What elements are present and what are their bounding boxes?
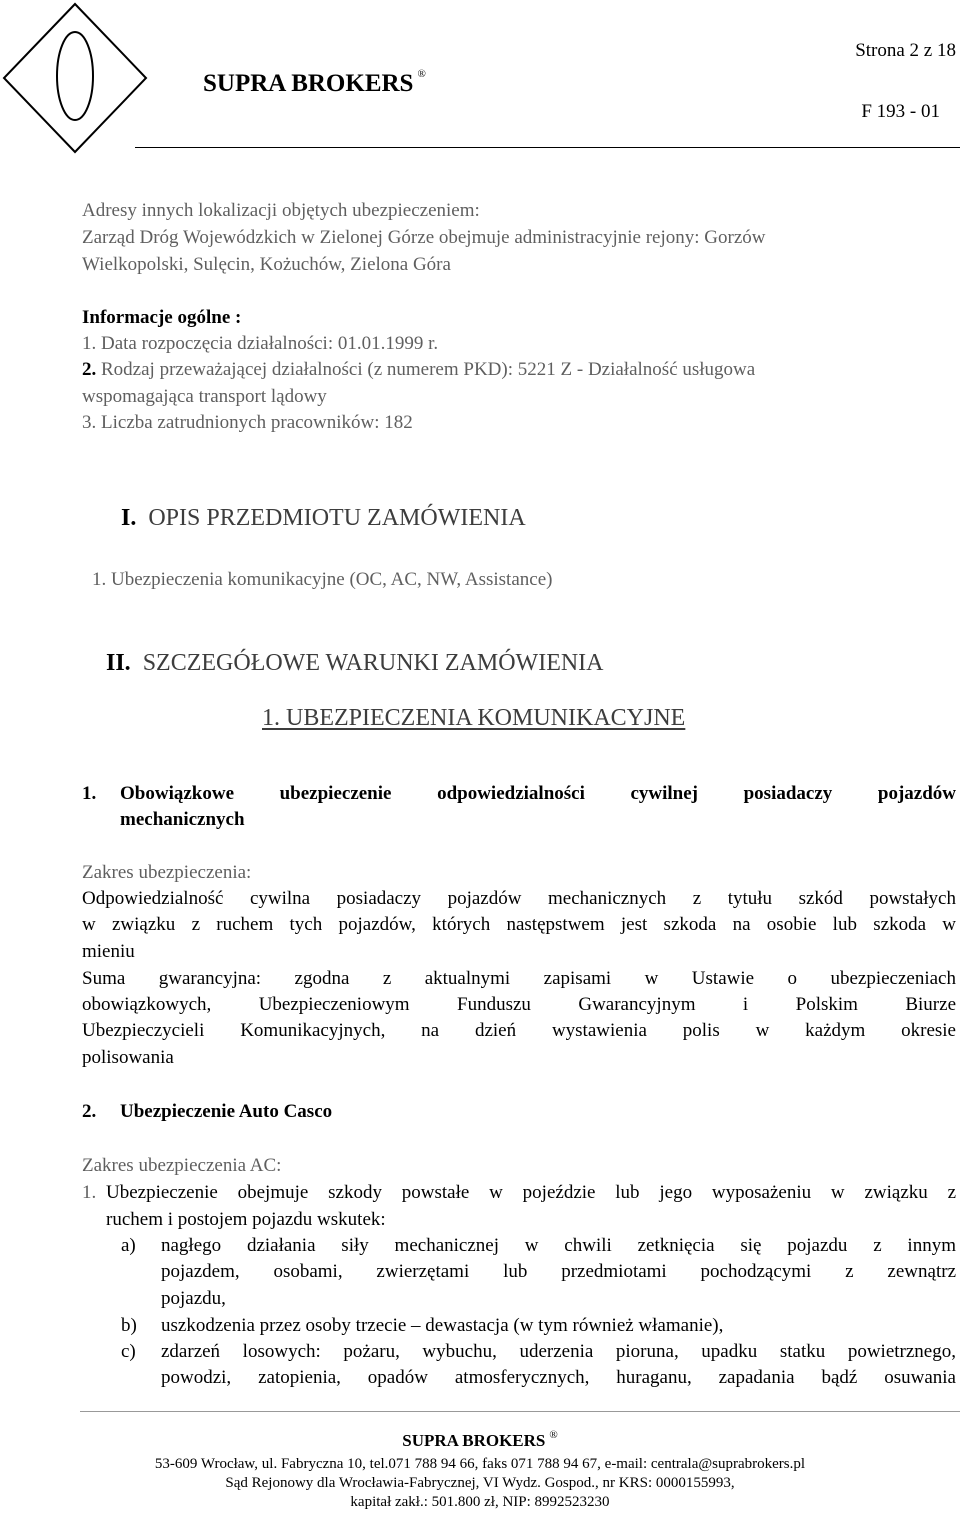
ac-number: 2.	[82, 1101, 97, 1122]
section-2-subtitle: 1. UBEZPIECZENIA KOMUNIKACYJNE	[262, 705, 686, 731]
footer-brand: SUPRA BROKERS ®	[402, 1429, 558, 1450]
footer-capital: kapitał zakł.: 501.800 zł, NIP: 8992523230	[350, 1494, 610, 1510]
section-1-heading: I. OPIS PRZEDMIOTU ZAMÓWIENIA	[121, 505, 526, 531]
oc-scope-label: Zakres ubezpieczenia:	[82, 862, 252, 883]
ac-point-c-label: c)	[121, 1341, 136, 1362]
ac-point-c-line-2: powodzi, zatopienia, opadów atmosferycznych, huraganu, zapadania bądź osuwania	[161, 1367, 956, 1388]
oc-number: 1.	[82, 783, 97, 804]
ac-point-c-line-1: zdarzeń losowych: pożaru, wybuchu, uderzenia pioruna, upadku statku powietrznego,	[161, 1341, 956, 1362]
header-brand: SUPRA BROKERS ®	[203, 68, 426, 97]
oc-sum-line-2: obowiązkowych, Ubezpieczeniowym Funduszu Gwarancyjnym i Polskim Biurze	[82, 994, 956, 1015]
oc-sum-line-3: Ubezpieczycieli Komunikacyjnych, na dzień wystawienia polis w każdym okresie	[82, 1020, 956, 1041]
general-info-1: 1. Data rozpoczęcia działalności: 01.01.1999 r.	[82, 333, 439, 354]
footer-registered-mark: ®	[549, 1429, 558, 1441]
ac-point-b-label: b)	[121, 1315, 137, 1336]
section-2-heading: II. SZCZEGÓŁOWE WARUNKI ZAMÓWIENIA	[106, 650, 604, 676]
header-divider	[135, 147, 960, 148]
ac-point-a-line-1: nagłego działania siły mechanicznej w chwili zetknięcia się pojazdu z innym	[161, 1235, 956, 1256]
ac-point-a-line-2: pojazdem, osobami, zwierzętami lub przedmiotami pochodzącymi z zewnątrz	[161, 1261, 956, 1282]
ac-item-1-line-2: ruchem i postojem pojazdu wskutek:	[106, 1209, 386, 1230]
general-info-2-cont: wspomagająca transport lądowy	[82, 386, 327, 407]
addresses-line-1: Zarząd Dróg Wojewódzkich w Zielonej Górze obejmuje administracyjnie rejony: Gorzów	[82, 227, 766, 248]
registered-mark: ®	[417, 68, 426, 80]
oc-sum-line-1: Suma gwarancyjna: zgodna z aktualnymi zapisami w Ustawie o ubezpieczeniach	[82, 968, 956, 989]
footer-address: 53-609 Wrocław, ul. Fabryczna 10, tel.071 788 94 66, faks 071 788 94 67, e-mail: centrala@suprabrokers.pl	[154, 1456, 806, 1472]
oc-sum-line-4: polisowania	[82, 1047, 174, 1068]
oc-scope-line-2: w związku z ruchem tych pojazdów, których następstwem jest szkoda na osobie lub szkoda w	[82, 914, 956, 935]
ac-point-a-label: a)	[121, 1235, 136, 1256]
section-1-item-1: 1. Ubezpieczenia komunikacyjne (OC, AC, NW, Assistance)	[92, 569, 553, 590]
oc-title-line-2: mechanicznych	[120, 809, 245, 830]
ac-scope-label: Zakres ubezpieczenia AC:	[82, 1155, 282, 1176]
ac-title: Ubezpieczenie Auto Casco	[120, 1101, 333, 1122]
ac-point-b-line-1: uszkodzenia przez osoby trzecie – dewastacja (w tym również włamanie),	[161, 1315, 724, 1336]
addresses-line-2: Wielkopolski, Sulęcin, Kożuchów, Zielona Góra	[82, 254, 451, 275]
ac-point-a-line-3: pojazdu,	[161, 1288, 226, 1309]
footer-court-registry: Sąd Rejonowy dla Wrocławia-Fabrycznej, VI Wydz. Gospod., nr KRS: 0000155993,	[225, 1475, 735, 1491]
ac-item-1-number: 1.	[82, 1182, 97, 1203]
oc-title-line-1: Obowiązkowe ubezpieczenie odpowiedzialności cywilnej posiadaczy pojazdów	[120, 783, 956, 804]
form-code: F 193 - 01	[861, 101, 940, 122]
oc-scope-line-1: Odpowiedzialność cywilna posiadaczy pojazdów mechanicznych z tytułu szkód powstałych	[82, 888, 956, 909]
addresses-heading: Adresy innych lokalizacji objętych ubezpieczeniem:	[82, 200, 480, 221]
oc-scope-line-3: mieniu	[82, 941, 135, 962]
company-logo-icon	[0, 0, 150, 160]
ac-item-1-line-1: Ubezpieczenie obejmuje szkody powstałe w pojeździe lub jego wyposażeniu w związku z	[106, 1182, 956, 1203]
general-info-2: 2. Rodzaj przeważającej działalności (z numerem PKD): 5221 Z - Działalność usługowa	[82, 359, 756, 380]
footer-divider	[80, 1411, 960, 1412]
page-number: Strona 2 z 18	[855, 40, 956, 61]
general-info-heading: Informacje ogólne :	[82, 307, 242, 328]
general-info-3: 3. Liczba zatrudnionych pracowników: 182	[82, 412, 413, 433]
